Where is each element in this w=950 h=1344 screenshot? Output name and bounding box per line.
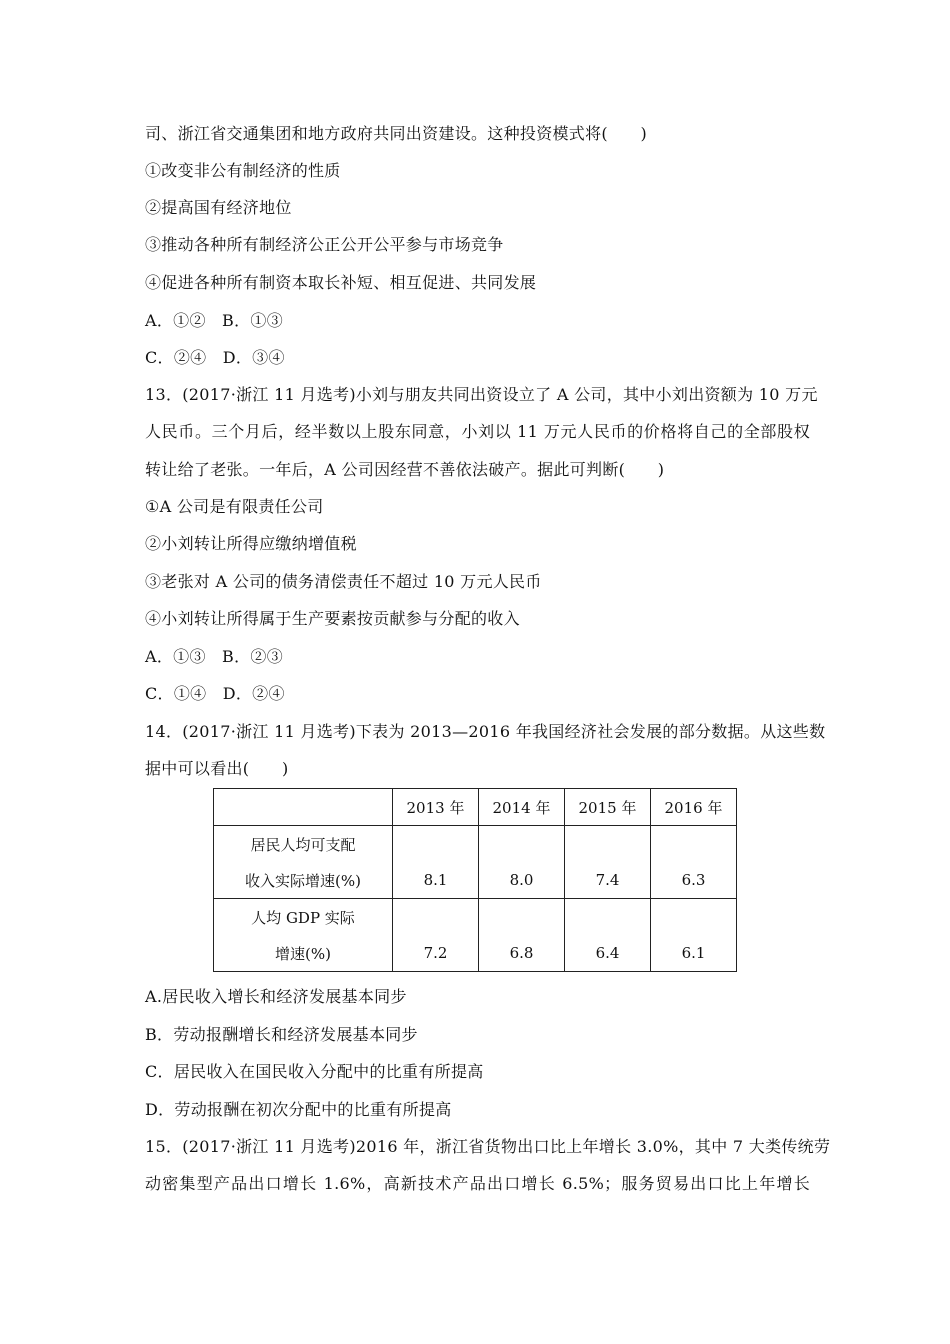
table-header-cell: 2016 年	[651, 789, 737, 826]
q13-choice-cd: C．①④ D．②④	[145, 684, 285, 703]
row-label: 增速(%)	[214, 935, 393, 972]
table-cell: 6.1	[651, 935, 737, 972]
q13-choice-ab: A．①③ B．②③	[145, 647, 284, 666]
table-header-cell: 2013 年	[393, 789, 479, 826]
q13-stem-line-1: 13．(2017·浙江 11 月选考)小刘与朋友共同出资设立了 A 公司，其中小刘出资额为 10 万元	[145, 385, 818, 404]
row-label: 人均 GDP 实际	[214, 899, 393, 936]
table-row	[214, 826, 737, 863]
table-cell: 8.1	[393, 862, 479, 899]
q12-option-1: ①改变非公有制经济的性质	[145, 161, 341, 180]
q14-stem-line-2: 据中可以看出( )	[145, 759, 289, 778]
q14-data-table	[213, 788, 737, 972]
q13-option-3: ③老张对 A 公司的债务清偿责任不超过 10 万元人民币	[145, 572, 542, 591]
q13-stem-line-3: 转让给了老张。一年后，A 公司因经营不善依法破产。据此可判断( )	[145, 460, 665, 479]
table-header-cell: 2014 年	[479, 789, 565, 826]
q12-option-2: ②提高国有经济地位	[145, 198, 292, 217]
q15-stem-line-1: 15．(2017·浙江 11 月选考)2016 年，浙江省货物出口比上年增长 3.0%，其中 7 大类传统劳	[145, 1137, 831, 1156]
q12-choice-cd: C．②④ D．③④	[145, 348, 285, 367]
q13-option-2: ②小刘转让所得应缴纳增值税	[145, 534, 357, 553]
row-label: 居民人均可支配	[214, 826, 393, 863]
q14-option-b: B．劳动报酬增长和经济发展基本同步	[145, 1025, 418, 1044]
table-cell: 7.4	[565, 862, 651, 899]
q13-option-1: ①A 公司是有限责任公司	[145, 497, 324, 516]
q12-option-4: ④促进各种所有制资本取长补短、相互促进、共同发展	[145, 273, 537, 292]
row-label: 收入实际增速(%)	[214, 862, 393, 899]
q15-stem-line-2: 动密集型产品出口增长 1.6%，高新技术产品出口增长 6.5%；服务贸易出口比上年增长	[145, 1174, 810, 1193]
q14-option-c: C．居民收入在国民收入分配中的比重有所提高	[145, 1062, 484, 1081]
table-header-cell	[214, 789, 393, 826]
table-cell: 6.3	[651, 862, 737, 899]
table-header-row	[214, 789, 737, 826]
table-row	[214, 935, 737, 972]
table-cell: 6.4	[565, 935, 651, 972]
table-header-cell: 2015 年	[565, 789, 651, 826]
q14-option-a: A.居民收入增长和经济发展基本同步	[145, 987, 407, 1006]
table-row	[214, 862, 737, 899]
table-row	[214, 899, 737, 936]
q12-stem-tail: 司、浙江省交通集团和地方政府共同出资建设。这种投资模式将( )	[145, 124, 648, 143]
q13-option-4: ④小刘转让所得属于生产要素按贡献参与分配的收入	[145, 609, 520, 628]
q14-stem-line-1: 14．(2017·浙江 11 月选考)下表为 2013—2016 年我国经济社会发展的部分数据。从这些数	[145, 722, 826, 741]
table-cell: 8.0	[479, 862, 565, 899]
table-cell: 6.8	[479, 935, 565, 972]
q12-choice-ab: A．①② B．①③	[145, 311, 284, 330]
q14-option-d: D．劳动报酬在初次分配中的比重有所提高	[145, 1100, 452, 1119]
q12-option-3: ③推动各种所有制经济公正公开公平参与市场竞争	[145, 235, 504, 254]
table-cell: 7.2	[393, 935, 479, 972]
q13-stem-line-2: 人民币。三个月后，经半数以上股东同意，小刘以 11 万元人民币的价格将自己的全部股权	[145, 422, 810, 441]
